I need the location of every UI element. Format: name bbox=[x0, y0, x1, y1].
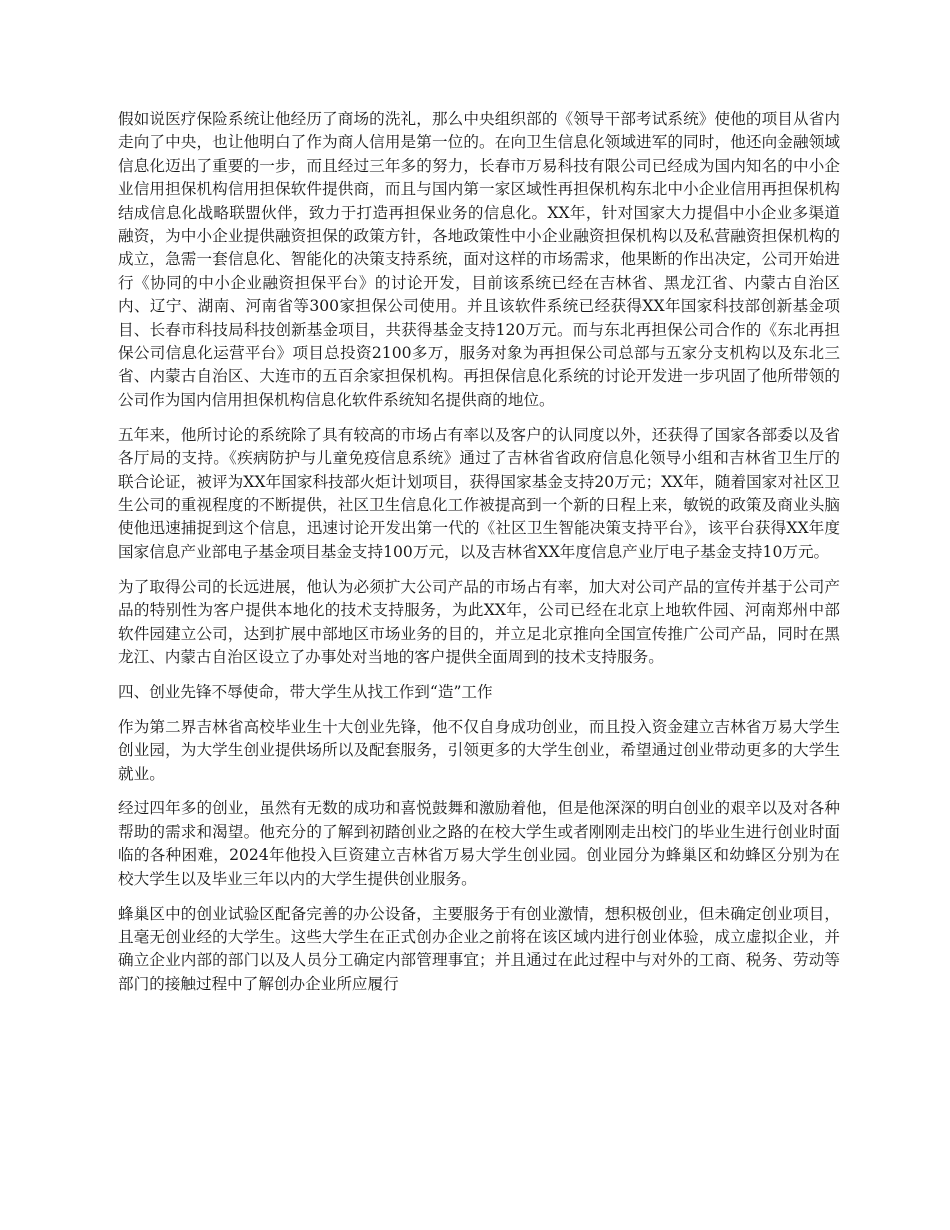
paragraph-market-expansion: 为了取得公司的长远进展，他认为必须扩大公司产品的市场占有率，加大对公司产品的宣传并基于公司产品的特别性为客户提供本地化的技术支持服务，为此XX年，公司已经在北京上地软件园、河南郑州中部软件园建立公司，达到扩展中部地区市场业务的目的，并立足北京推向全国宣传推广公司产品，同时在黑龙江、内蒙古自治区设立了办事处对当地的客户提供全面周到的技术支持服务。 bbox=[118, 577, 840, 666]
paragraph-government-support: 五年来，他所讨论的系统除了具有较高的市场占有率以及客户的认同度以外，还获得了国家各部委以及省各厅局的支持。《疾病防护与儿童免疫信息系统》通过了吉林省省政府信息化领导小组和吉林省卫生厅的联合论证，被评为XX年国家科技部火炬计划项目，获得国家基金支持20万元；XX年，随着国家对社区卫生公司的重视程度的不断提供，社区卫生信息化工作被提高到一个新的日程上来，敏锐的政策及商业头脑使他迅速捕捉到这个信息，迅速讨论开发出第一代的《社区卫生智能决策支持平台》，该平台获得XX年度国家信息产业部电子基金项目基金支持100万元，以及吉林省XX年度信息产业厅电子基金支持10万元。 bbox=[118, 425, 840, 561]
paragraph-finance-informatization: 假如说医疗保险系统让他经历了商场的洗礼，那么中央组织部的《领导干部考试系统》使他的项目从省内走向了中央，也让他明白了作为商人信用是第一位的。在向卫生信息化领域进军的同时，他还向金融领域信息化迈出了重要的一步，而且经过三年多的努力，长春市万易科技有限公司已经成为国内知名的中小企业信用担保机构信用担保软件提供商，而且与国内第一家区域性再担保机构东北中小企业信用再担保机构结成信息化战略联盟伙伴，致力于打造再担保业务的信息化。XX年，针对国家大力提倡中小企业多渠道融资，为中小企业提供融资担保的政策方针，各地政策性中小企业融资担保机构以及私营融资担保机构的成立，急需一套信息化、智能化的决策支持系统，面对这样的市场需求，他果断的作出决定，公司开始进行《协同的中小企业融资担保平台》的讨论开发，目前该系统已经在吉林省、黑龙江省、内蒙古自治区内、辽宁、湖南、河南省等300家担保公司使用。并且该软件系统已经获得XX年国家科技部创新基金项目、长春市科技局科技创新基金项目，共获得基金支持120万元。而与东北再担保公司合作的《东北再担保公司信息化运营平台》项目总投资2100多万，服务对象为再担保公司总部与五家分支机构以及东北三省、内蒙古自治区、大连市的五百余家担保机构。再担保信息化系统的讨论开发进一步巩固了他所带领的公司作为国内信用担保机构信息化软件系统知名提供商的地位。 bbox=[118, 110, 840, 409]
paragraph-entrepreneur-pioneer: 作为第二界吉林省高校毕业生十大创业先锋，他不仅自身成功创业，而且投入资金建立吉林省万易大学生创业园，为大学生创业提供场所以及配套服务，引领更多的大学生创业，希望通过创业带动更多的大学生就业。 bbox=[118, 717, 840, 783]
paragraph-incubator-founding: 经过四年多的创业，虽然有无数的成功和喜悦鼓舞和激励着他，但是他深深的明白创业的艰辛以及对各种帮助的需求和渴望。他充分的了解到初踏创业之路的在校大学生或者刚刚走出校门的毕业生进行创业时面临的各种困难，2024年他投入巨资建立吉林省万易大学生创业园。创业园分为蜂巢区和幼蜂区分别为在校大学生以及毕业三年以内的大学生提供创业服务。 bbox=[118, 799, 840, 888]
paragraph-beehive-zone: 蜂巢区中的创业试验区配备完善的办公设备，主要服务于有创业激情，想积极创业，但未确定创业项目，且毫无创业经的大学生。这些大学生在正式创办企业之前将在该区域内进行创业体验，成立虚拟企业，并确立企业内部的部门以及人员分工确定内部管理事宜；并且通过在此过程中与对外的工商、税务、劳动等部门的接触过程中了解创办企业所应履行 bbox=[118, 904, 840, 993]
document-body bbox=[118, 108, 840, 1008]
section-heading-entrepreneurship: 四、创业先锋不辱使命，带大学生从找工作到“造”工作 bbox=[118, 682, 493, 701]
